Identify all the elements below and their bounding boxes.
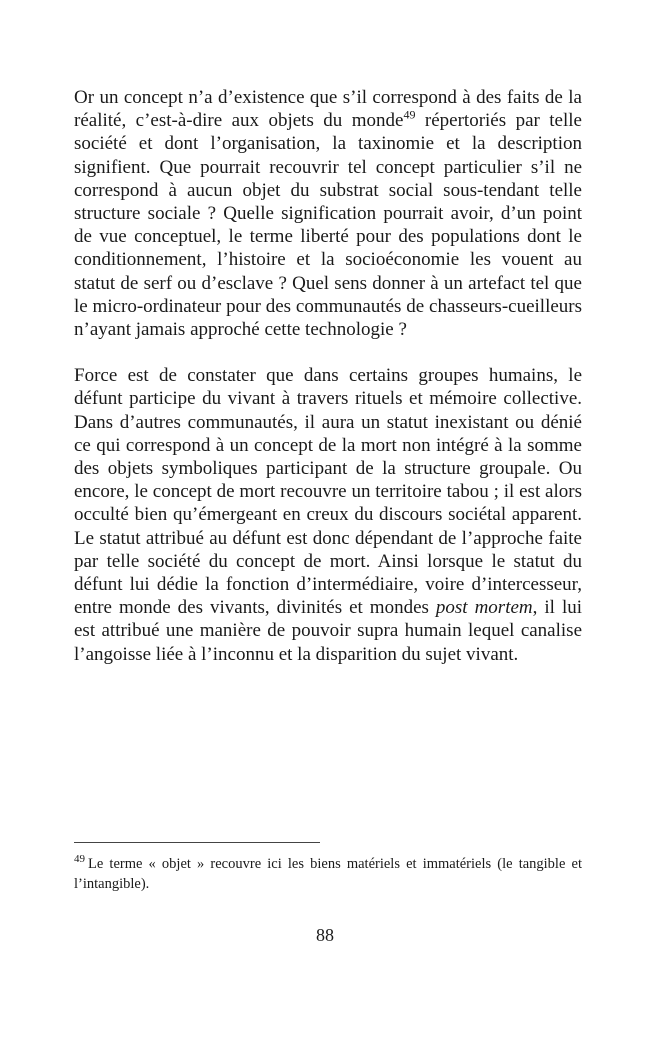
footnote-number: 49 <box>74 853 85 866</box>
paragraph-2-italic: post mortem <box>435 597 533 619</box>
page-body <box>74 86 582 666</box>
paragraph-1-text-b: répertoriés par telle société et dont l’organisation, la taxinomie et la description signifient. Que pourrait recouvrir tel concept particulier s’il ne correspond à aucun objet du substrat social sous-tendant telle structure sociale ? Quelle signification pourrait avoir, d’un point de vue conceptuel, le terme liberté pour des populations dont le conditionnement, l’histoire et la socioéconomie les vouent au statut de serf ou d’esclave ? Quel sens donner à un artefact tel que le micro-ordinateur pour des communautés de chasseurs-cueilleurs n’ayant jamais approché cette technologie ? <box>74 110 582 341</box>
page-number: 88 <box>316 925 334 945</box>
paragraph-1 <box>74 86 582 341</box>
paragraph-2 <box>74 364 582 666</box>
paragraph-2-text-a: Force est de constater que dans certains groupes humains, le défunt participe du vivant à travers rituels et mémoire collective. Dans d’autres communautés, il aura un statut inexistant ou dénié ce qui correspond à un concept de la mort non intégré à la somme des objets symboliques participant de la structure groupale. Ou encore, le concept de mort recouvre un territoire tabou ; il est alors occulté bien qu’émergeant en creux du discours sociétal apparent. Le statut attribué au défunt est donc dépendant de l’approche faite par telle société du concept de mort. Ainsi lorsque le statut du défunt lui dédie la fonction d’intermédiaire, voire d’intercesseur, entre monde des vivants, divinités et mondes <box>74 365 582 619</box>
paragraph-2-text-b: , il lui est attribué une manière de pouvoir supra humain lequel canalise l’angoisse liée à l’inconnu et la disparition du sujet vivant. <box>74 597 583 665</box>
footnote-text: Le terme « objet » recouvre ici les biens matériels et immatériels (le tangible et l’intangible). <box>74 856 582 892</box>
paragraph-1-text-a: Or un concept n’a d’existence que s’il correspond à des faits de la réalité, c’est-à-dire aux objets du monde <box>74 87 582 132</box>
footnote-reference: 49 <box>403 107 416 122</box>
footnote <box>74 854 582 894</box>
footnote-divider <box>74 842 320 843</box>
